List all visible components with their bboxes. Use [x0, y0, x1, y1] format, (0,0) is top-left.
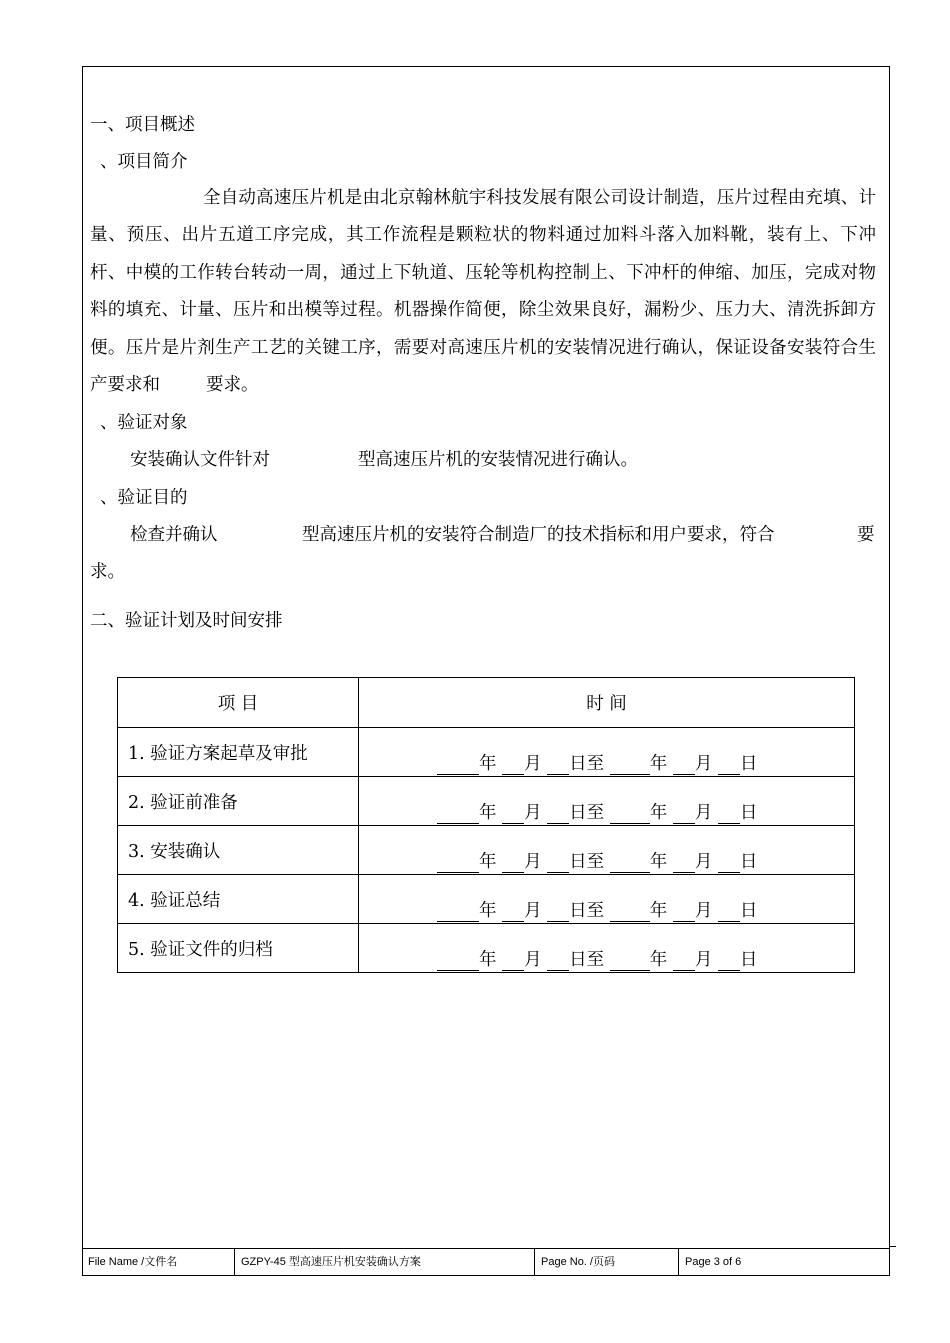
intro-text-end: 要求。 — [206, 375, 259, 396]
table-header-row — [118, 678, 855, 728]
purpose-text-d: 求。 — [90, 562, 125, 582]
table-row — [118, 826, 855, 875]
footer-tick — [890, 1246, 896, 1247]
row-time: 年 月 日至 年 月 日 — [359, 826, 855, 875]
table-row — [118, 777, 855, 826]
subsection-purpose-title: 、验证目的 — [100, 488, 188, 508]
subsection-intro-title: 、项目简介 — [100, 152, 188, 172]
row-item: 2. 验证前准备 — [118, 777, 359, 826]
row-item: 5. 验证文件的归档 — [118, 924, 359, 973]
purpose-text-c: 要 — [857, 525, 875, 545]
row-item: 4. 验证总结 — [118, 875, 359, 924]
row-item: 1. 验证方案起草及审批 — [118, 728, 359, 777]
section-2-title: 二、验证计划及时间安排 — [90, 611, 283, 631]
purpose-text-b: 型高速压片机的安装符合制造厂的技术指标和用户要求，符合 — [302, 525, 775, 545]
footer-page-value: Page 3 of 6 — [685, 1256, 742, 1268]
row-time: 年 月 日至 年 月 日 — [359, 777, 855, 826]
table-row — [118, 924, 855, 973]
purpose-text-a: 检查并确认 — [130, 525, 218, 545]
object-text-b: 型高速压片机的安装情况进行确认。 — [358, 450, 638, 470]
intro-text: 全自动高速压片机是由北京翰林航宇科技发展有限公司设计制造，压片过程由充填、计量、预压、出片五道工序完成，其工作流程是颗粒状的物料通过加料斗落入加料靴，装有上、下冲杆、中模的工作转台转动一周，通过上下轨道、压轮等机构控制上、下冲杆的伸缩、加压，完成对物料的填充、计量、压片和出模等过程。机器操作简便，除尘效果良好，漏粉少、压力大、清洗拆卸方便。压片是片剂生产工艺的关键工序，需要对高速压片机的安装情况进行确认，保证设备安装符合生产要求和 — [90, 188, 876, 396]
row-time: 年 月 日至 年 月 日 — [359, 728, 855, 777]
intro-paragraph — [90, 180, 876, 404]
subsection-object-title: 、验证对象 — [100, 413, 188, 433]
schedule-table — [117, 677, 855, 973]
object-text-a: 安装确认文件针对 — [130, 450, 270, 470]
footer-file-name-label: File Name /文件名 — [88, 1256, 178, 1268]
row-time: 年 月 日至 年 月 日 — [359, 924, 855, 973]
row-time: 年 月 日至 年 月 日 — [359, 875, 855, 924]
footer-file-name-value: GZPY-45 型高速压片机安装确认方案 — [241, 1256, 421, 1268]
footer-page-label: Page No. /页码 — [541, 1256, 615, 1268]
header-time: 时 间 — [359, 678, 855, 728]
header-item: 项 目 — [118, 678, 359, 728]
table-row — [118, 728, 855, 777]
table-row — [118, 875, 855, 924]
row-item: 3. 安装确认 — [118, 826, 359, 875]
page-footer — [82, 1248, 890, 1276]
section-1-title: 一、项目概述 — [90, 115, 195, 135]
